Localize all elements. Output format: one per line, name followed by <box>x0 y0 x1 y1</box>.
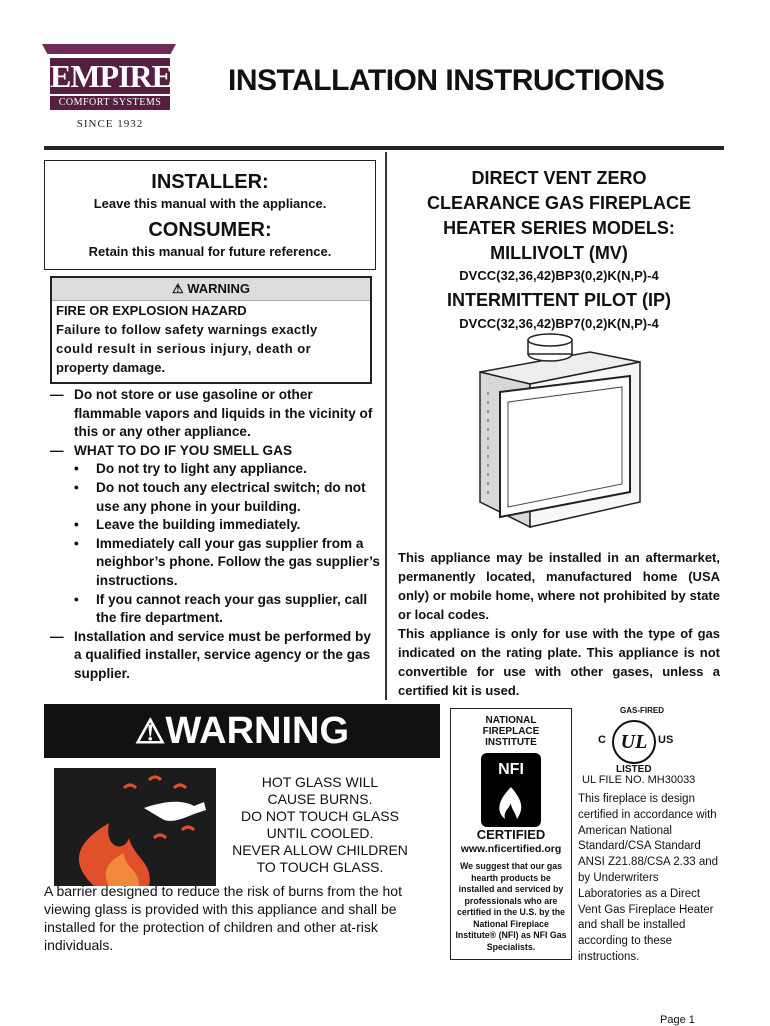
nfi-url: www.nficertified.org <box>460 843 562 855</box>
hot-line: DO NOT TOUCH GLASS <box>241 808 399 824</box>
product-title <box>396 166 722 266</box>
ul-file-number: UL FILE NO. MH30033 <box>582 774 696 786</box>
logo-brand: EMPIRE <box>50 58 172 94</box>
product-title-line: MILLIVOLT (MV) <box>490 243 628 263</box>
instruction-item <box>50 386 380 442</box>
smell-gas-text: Do not touch any electrical switch; do not use any phone in your building. <box>96 479 366 514</box>
fireplace-illustration <box>470 332 650 532</box>
warning-banner <box>44 704 440 758</box>
warning-header <box>52 278 370 301</box>
gas-safety-instructions <box>50 386 380 684</box>
nfi-certified-label: CERTIFIED <box>476 827 546 842</box>
page-number: Page 1 <box>660 1014 695 1026</box>
hot-line: CAUSE BURNS. <box>267 791 373 807</box>
smell-gas-text: Do not try to light any appliance. <box>96 461 307 477</box>
flame-icon <box>481 783 541 823</box>
notice-paragraph: This appliance may be installed in an aftermarket, permanently located, manufactured home (USA only) or mobile home, where not prohibited by state or local codes. <box>398 550 720 622</box>
nfi-certified-badge <box>450 708 572 960</box>
hot-glass-hand-icon <box>54 768 216 886</box>
warning-header-label: WARNING <box>187 281 251 296</box>
bullet-icon: • <box>74 517 79 533</box>
nfi-title-line: INSTITUTE <box>485 737 537 748</box>
ul-listed-label: LISTED <box>616 764 652 775</box>
warning-line: Failure to follow safety warnings exactly <box>56 322 318 337</box>
installer-text: Leave this manual with the appliance. <box>93 196 327 211</box>
smell-gas-text: If you cannot reach your gas supplier, call the fire department. <box>96 591 368 626</box>
instruction-text: WHAT TO DO IF YOU SMELL GAS <box>74 442 293 458</box>
warning-line: property damage. <box>56 360 166 375</box>
product-title-line: CLEARANCE GAS FIREPLACE <box>426 193 691 213</box>
warning-line: FIRE OR EXPLOSION HAZARD <box>56 303 247 318</box>
instruction-text: Do not store or use gasoline or other flammable vapors and liquids in the vicinity of this or any other appliance. <box>74 387 373 440</box>
product-title-line: DIRECT VENT ZERO <box>471 168 647 188</box>
smell-gas-item <box>50 479 380 516</box>
empire-logo <box>42 44 178 136</box>
ul-us-label: US <box>658 734 674 746</box>
nfi-flame-icon <box>481 753 541 827</box>
bullet-icon: • <box>74 535 79 551</box>
ul-circle-icon: UL <box>612 720 656 764</box>
hot-glass-text <box>220 774 420 876</box>
instruction-text: Installation and service must be performed by a qualified installer, service agency or the gas supplier. <box>74 628 371 681</box>
logo-since: SINCE 1932 <box>76 118 144 130</box>
hot-glass-warning <box>44 704 440 992</box>
consumer-heading: CONSUMER: <box>148 219 272 241</box>
column-divider <box>385 152 387 700</box>
instruction-item <box>50 442 380 461</box>
dash-marker: — <box>50 442 64 458</box>
consumer-text: Retain this manual for future reference. <box>88 244 332 259</box>
nfi-emblem-label: NFI <box>498 761 524 778</box>
nfi-title-line: FIREPLACE <box>482 726 540 737</box>
mv-model-number: DVCC(32,36,42)BP3(0,2)K(N,P)-4 <box>459 268 659 283</box>
barrier-text: A barrier designed to reduce the risk of burns from the hot viewing glass is provided with this appliance and shall be installed for the protection of children and other at-risk individuals. <box>44 883 402 953</box>
ul-c-label: C <box>598 734 606 746</box>
smell-gas-item <box>50 460 380 479</box>
nfi-title <box>451 715 571 748</box>
warning-line: could result in serious injury, death or <box>56 341 312 356</box>
smell-gas-item <box>50 516 380 535</box>
hot-line: UNTIL COOLED. <box>266 825 374 841</box>
nfi-suggestion: We suggest that our gas hearth products be installed and serviced by professionals who are certified in the U.S. by the National Fireplace Institute® (NFI) as NFI Gas Specialists. <box>455 861 567 952</box>
smell-gas-text: Immediately call your gas supplier from a neighbor’s phone. Follow the gas supplier’s instructions. <box>96 535 380 588</box>
ul-top-label: GAS-FIRED <box>620 706 664 715</box>
instruction-item <box>50 628 380 684</box>
nfi-title-line: NATIONAL <box>485 715 537 726</box>
ul-listed-mark <box>586 706 706 778</box>
ip-model-number: DVCC(32,36,42)BP7(0,2)K(N,P)-4 <box>459 316 659 331</box>
smell-gas-item <box>50 535 380 591</box>
bullet-icon: • <box>74 461 79 477</box>
title-rule <box>44 146 724 150</box>
fire-warning-box <box>50 276 372 384</box>
hot-line: TO TOUCH GLASS. <box>256 859 384 875</box>
notice-paragraph: This appliance is only for use with the type of gas indicated on the rating plate. This appliance is not convertible for use with other gases, unless a certified kit is used. <box>398 626 720 698</box>
logo-bar <box>42 44 176 54</box>
smell-gas-text: Leave the building immediately. <box>96 517 301 533</box>
installer-heading: INSTALLER: <box>151 171 269 193</box>
ul-certification-text: This fireplace is design certified in accordance with American National Standard/CSA Standard ANSI Z21.88/CSA 2.33 and by Underwriters Laboratories as a Direct Vent Gas Fireplace Heater and shall be installed according to these instructions. <box>578 793 719 963</box>
dash-marker: — <box>50 387 64 402</box>
dash-marker: — <box>50 628 64 644</box>
product-title-line: HEATER SERIES MODELS: <box>443 218 675 238</box>
installer-consumer-box <box>44 160 376 270</box>
bullet-icon: • <box>74 591 79 607</box>
logo-subtitle: COMFORT SYSTEMS <box>50 96 170 110</box>
warning-triangle-icon: ⚠ <box>134 713 166 751</box>
page-title: INSTALLATION INSTRUCTIONS <box>228 64 665 97</box>
warning-triangle-icon: ⚠ <box>171 281 184 296</box>
warning-banner-label: WARNING <box>165 710 350 752</box>
ip-heading: INTERMITTENT PILOT (IP) <box>447 290 671 310</box>
hot-line: HOT GLASS WILL <box>261 774 379 790</box>
hot-line: NEVER ALLOW CHILDREN <box>232 842 408 858</box>
bullet-icon: • <box>74 479 79 495</box>
smell-gas-item <box>50 591 380 628</box>
installation-notice <box>398 548 720 700</box>
